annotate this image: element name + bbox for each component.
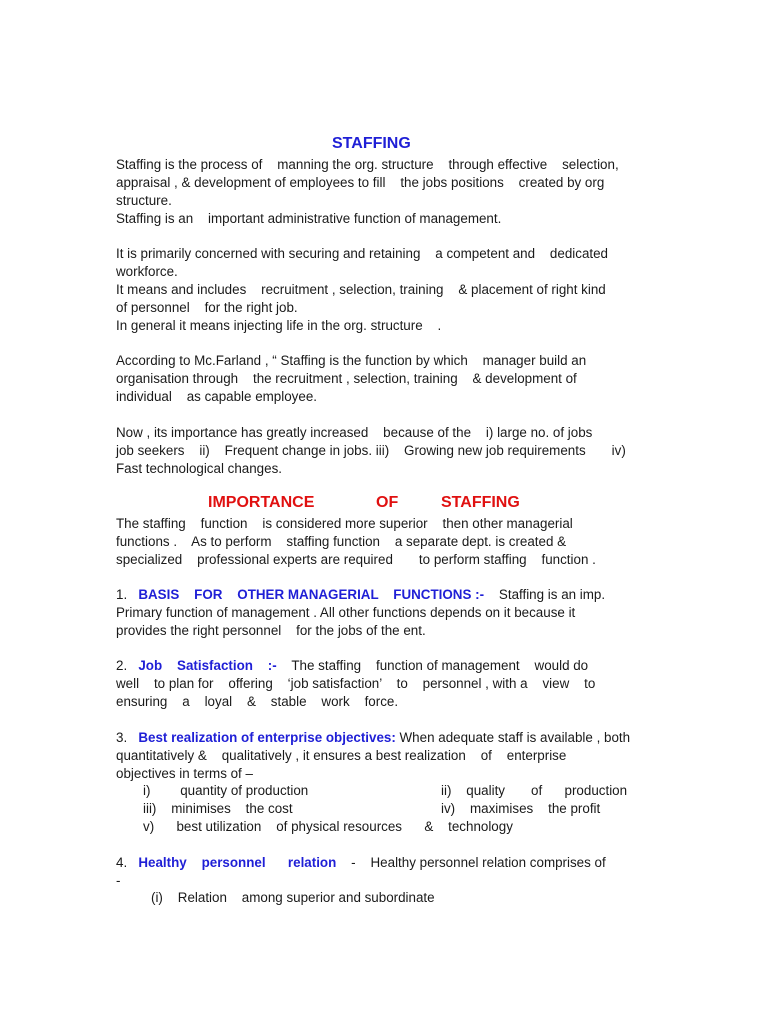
text-line: It is primarily concerned with securing and retaining a competent and dedicated (116, 246, 609, 261)
point-2 (116, 657, 661, 711)
point-4-heading-line (116, 854, 661, 872)
text-line: individual as capable employee. (116, 389, 317, 404)
text-line: According to Mc.Farland , “ Staffing is the function by which manager build an (116, 353, 587, 368)
text-line: provides the right personnel for the jobs of the ent. (116, 623, 426, 638)
point-4 (116, 854, 661, 890)
point-number: 1. (116, 587, 128, 602)
point-3 (116, 729, 661, 783)
point-1-lead-text: Staffing is an imp. (484, 587, 606, 602)
definition-paragraph (116, 352, 661, 406)
objective-item: iii) minimises the cost (143, 801, 293, 816)
text-line: well to plan for offering ‘job satisfaction’ to personnel , with a view to (116, 676, 596, 691)
text-line: In general it means injecting life in the org. structure . (116, 318, 442, 333)
text-line: objectives in terms of – (116, 766, 253, 781)
text-line: appraisal , & development of employees to fill the jobs positions created by org (116, 175, 605, 190)
objective-item: ii) quality of production (441, 783, 628, 798)
text-line: quantitatively & qualitatively , it ensures a best realization of enterprise (116, 748, 567, 763)
text-line: Now , its importance has greatly increased because of the i) large no. of jobs (116, 425, 593, 440)
importance-paragraph (116, 515, 661, 569)
point-4-heading: Healthy personnel relation (138, 855, 337, 870)
text-line: Staffing is an important administrative function of management. (116, 211, 502, 226)
text-line: workforce. (116, 264, 178, 279)
page-title: STAFFING (332, 135, 411, 152)
point-2-lead-text: The staffing function of management would do (276, 658, 589, 673)
point-2-heading: Job Satisfaction :- (138, 658, 277, 673)
point-3-lead-text: When adequate staff is available , both (395, 730, 631, 745)
point-1-heading-line (116, 586, 661, 604)
point-1 (116, 586, 661, 640)
text-line: Fast technological changes. (116, 461, 282, 476)
text-line: Primary function of management . All other functions depends on it because it (116, 605, 576, 620)
text-line: Staffing is the process of manning the org. structure through effective selection, (116, 157, 619, 172)
reasons-paragraph (116, 424, 661, 478)
intro-paragraph (116, 156, 661, 228)
text-line: job seekers ii) Frequent change in jobs. iii) Growing new job requirements iv) (116, 443, 626, 458)
text-line: organisation through the recruitment , selection, training & development of (116, 371, 577, 386)
text-line: It means and includes recruitment , selection, training & placement of right kind (116, 282, 606, 297)
point-3-heading: Best realization of enterprise objectives: (138, 730, 396, 745)
point-number: 3. (116, 730, 128, 745)
importance-heading-word-1: IMPORTANCE (208, 494, 315, 511)
relation-item: (i) Relation among superior and subordinate (151, 890, 435, 905)
objective-item: i) quantity of production (143, 783, 309, 798)
point-4-lead-text: - Healthy personnel relation comprises of (336, 855, 606, 870)
objective-item: iv) maximises the profit (441, 801, 601, 816)
scope-paragraph (116, 245, 661, 335)
point-3-heading-line (116, 729, 661, 747)
text-line: of personnel for the right job. (116, 300, 298, 315)
point-2-heading-line (116, 657, 661, 675)
point-number: 4. (116, 855, 128, 870)
point-number: 2. (116, 658, 128, 673)
text-line: ensuring a loyal & stable work force. (116, 694, 399, 709)
point-1-heading: BASIS FOR OTHER MANAGERIAL FUNCTIONS :- (138, 587, 485, 602)
text-line: specialized professional experts are required to perform staffing function . (116, 552, 596, 567)
objective-item: v) best utilization of physical resources & technology (143, 819, 513, 834)
text-line: The staffing function is considered more superior then other managerial (116, 516, 573, 531)
importance-heading-word-3: STAFFING (441, 494, 520, 511)
text-line: - (116, 873, 121, 888)
importance-heading-word-2: OF (376, 494, 399, 511)
text-line: functions . As to perform staffing function a separate dept. is created & (116, 534, 567, 549)
text-line: structure. (116, 193, 172, 208)
